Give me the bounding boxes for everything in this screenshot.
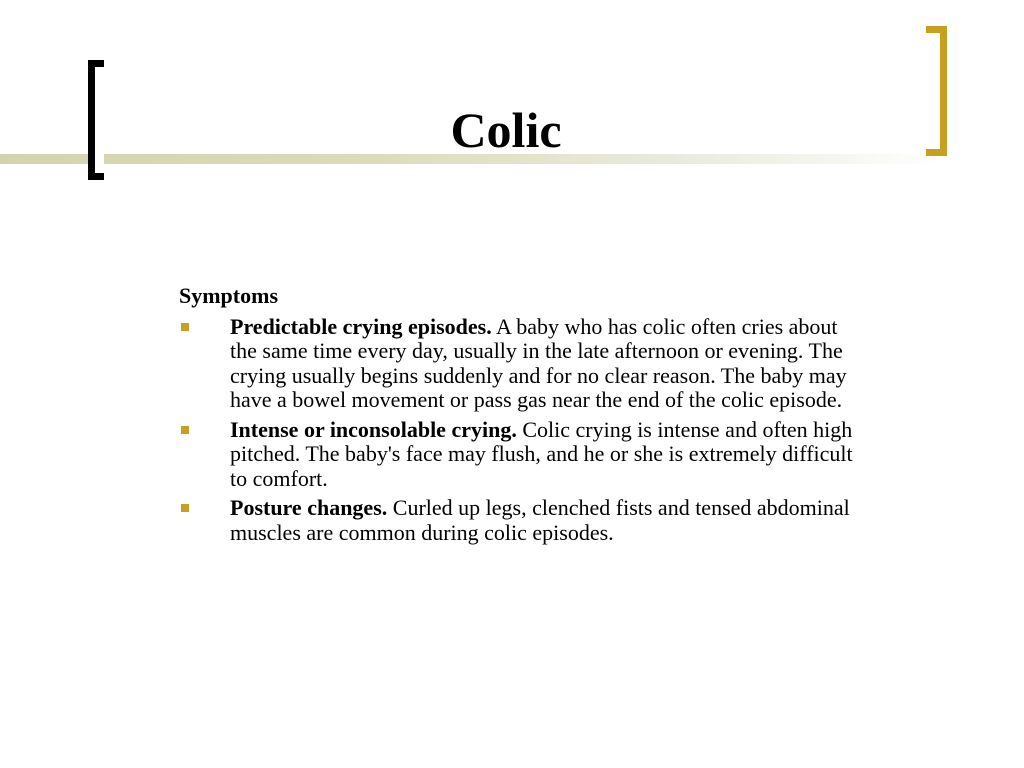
bullet-lead-text: Intense or inconsolable crying. bbox=[230, 416, 517, 442]
slide-content bbox=[179, 284, 859, 550]
list-item bbox=[179, 418, 859, 492]
bullet-lead-text: Predictable crying episodes. bbox=[230, 313, 492, 339]
list-item bbox=[179, 496, 859, 545]
section-heading: Symptoms bbox=[179, 283, 279, 308]
bullet-list bbox=[179, 315, 859, 546]
list-item bbox=[179, 315, 859, 413]
bullet-lead-text: Posture changes. bbox=[230, 495, 388, 520]
square-bullet-icon bbox=[181, 426, 189, 434]
right-bracket-decoration bbox=[926, 26, 947, 156]
slide-title: Colic bbox=[450, 102, 562, 158]
bullet-body-text: Curled up legs, clenched fists and tensed abdominal muscles are common during colic episodes. bbox=[230, 495, 850, 545]
left-bracket-decoration bbox=[88, 60, 104, 180]
square-bullet-icon bbox=[181, 504, 189, 512]
bullet-body-text: Colic crying is intense and often high pitched. The baby's face may flush, and he or she is extremely difficult to comfort. bbox=[230, 416, 853, 491]
bullet-body-text: A baby who has colic often cries about the same time every day, usually in the late afternoon or evening. The crying usually begins suddenly and for no clear reason. The baby may have a bowel movement or pass gas near the end of the colic episode. bbox=[230, 313, 847, 412]
square-bullet-icon bbox=[181, 323, 189, 331]
